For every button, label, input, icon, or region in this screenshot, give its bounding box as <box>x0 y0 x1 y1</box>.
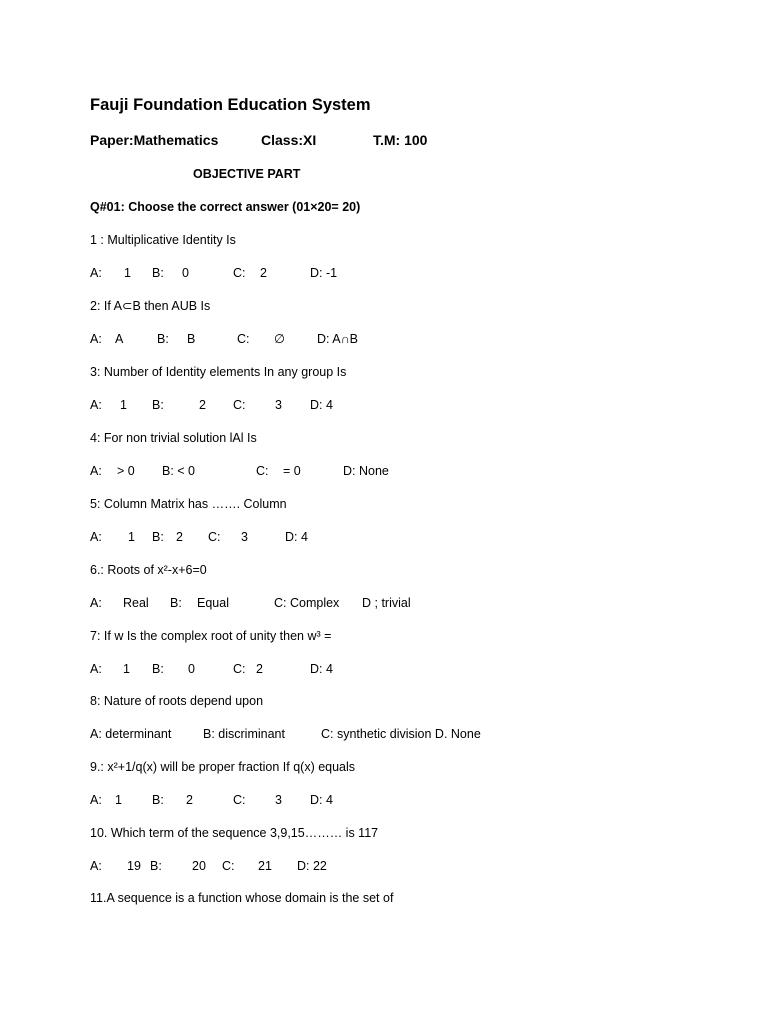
option-d: D ; trivial <box>362 596 411 610</box>
option-c-value: 2 <box>260 266 267 280</box>
option-b-value: B <box>187 332 196 346</box>
option-a-value: 19 <box>127 859 141 873</box>
question-text: 3: Number of Identity elements In any group Is <box>90 365 347 379</box>
option-b-value: 2 <box>176 530 183 544</box>
option-c-value: 3 <box>241 530 248 544</box>
option-a-label: A: <box>90 859 102 873</box>
options-row <box>90 792 390 808</box>
option-c-label: C: <box>233 398 246 412</box>
option-c: C: Complex <box>274 596 340 610</box>
option-b-value: 2 <box>199 398 206 412</box>
option-a: A: determinant <box>90 727 172 741</box>
option-b-value: Equal <box>197 596 229 610</box>
option-a-label: A: <box>90 266 102 280</box>
option-a-label: A: <box>90 398 102 412</box>
options-row <box>90 595 430 611</box>
option-c-label: C: <box>208 530 221 544</box>
option-c-label: C: <box>237 332 250 346</box>
option-a-label: A: <box>90 332 102 346</box>
question-text: 4: For non trivial solution lAl Is <box>90 431 257 445</box>
option-c-value: 2 <box>256 662 263 676</box>
option-b-label: B: <box>152 662 164 676</box>
question-text: 10. Which term of the sequence 3,9,15……… is 117 <box>90 826 379 840</box>
option-c-value: 3 <box>275 398 282 412</box>
question-text: 9.: x²+1/q(x) will be proper fraction If q(x) equals <box>90 760 356 774</box>
option-c-label: C: <box>256 464 269 478</box>
option-a-value: Real <box>123 596 149 610</box>
options-row <box>90 726 510 742</box>
option-b-label: B: <box>152 398 164 412</box>
question-text: 2: If A⊂B then AUB Is <box>90 299 211 313</box>
option-d: D: 4 <box>310 793 333 807</box>
option-b-label: B: <box>170 596 182 610</box>
option-c-d: C: synthetic division D. None <box>321 727 481 741</box>
option-b-value: 20 <box>192 859 206 873</box>
option-b-value: 0 <box>182 266 189 280</box>
question-text: 8: Nature of roots depend upon <box>90 694 264 708</box>
section-heading: OBJECTIVE PART <box>193 167 301 181</box>
option-a-value: 1 <box>124 266 131 280</box>
options-row <box>90 529 390 545</box>
option-b-label: B: <box>152 530 164 544</box>
option-a-label: A: <box>90 530 102 544</box>
options-row <box>90 265 390 281</box>
options-row <box>90 397 390 413</box>
document-title: Fauji Foundation Education System <box>90 96 371 114</box>
option-b-value: 2 <box>186 793 193 807</box>
option-a-label: A: <box>90 662 102 676</box>
options-row <box>90 463 410 479</box>
options-row <box>90 858 390 874</box>
option-c-label: C: <box>233 793 246 807</box>
option-c-value: 3 <box>275 793 282 807</box>
question-text: 5: Column Matrix has ……. Column <box>90 497 287 511</box>
option-d: D: 4 <box>310 662 333 676</box>
option-d: D: 4 <box>285 530 308 544</box>
option-b: B: < 0 <box>162 464 196 478</box>
option-a-value: 1 <box>115 793 122 807</box>
options-row <box>90 661 390 677</box>
option-c-label: C: <box>233 266 246 280</box>
option-d: D: None <box>343 464 389 478</box>
option-d: D: -1 <box>310 266 338 280</box>
option-b-label: B: <box>157 332 169 346</box>
option-a-label: A: <box>90 793 102 807</box>
option-b-label: B: <box>152 266 164 280</box>
question-text: 6.: Roots of x²-x+6=0 <box>90 563 207 577</box>
option-b-value: 0 <box>188 662 195 676</box>
question-text: 11.A sequence is a function whose domain is the set of <box>90 891 394 905</box>
option-c-value: 21 <box>258 859 272 873</box>
question-text: 1 : Multiplicative Identity Is <box>90 233 236 247</box>
option-c-value: ∅ <box>274 332 285 346</box>
paper-subject: Paper:Mathematics <box>90 132 219 148</box>
option-a-value: A <box>115 332 124 346</box>
option-a-value: > 0 <box>117 464 135 478</box>
option-a-label: A: <box>90 596 102 610</box>
option-a-value: 1 <box>128 530 135 544</box>
option-a-label: A: <box>90 464 102 478</box>
option-d: D: A∩B <box>317 332 358 346</box>
option-b-label: B: <box>152 793 164 807</box>
question-instruction: Q#01: Choose the correct answer (01×20= 20) <box>90 200 361 214</box>
option-b: B: discriminant <box>203 727 285 741</box>
option-b-label: B: <box>150 859 162 873</box>
option-c-label: C: <box>222 859 235 873</box>
class-label: Class:XI <box>261 132 317 148</box>
question-text: 7: If w Is the complex root of unity then w³ = <box>90 629 332 643</box>
option-d: D: 4 <box>310 398 333 412</box>
option-d: D: 22 <box>297 859 327 873</box>
options-row <box>90 331 390 347</box>
option-c-label: C: <box>233 662 246 676</box>
option-a-value: 1 <box>120 398 127 412</box>
total-marks: T.M: 100 <box>373 132 428 148</box>
option-c-value: = 0 <box>283 464 301 478</box>
option-a-value: 1 <box>123 662 130 676</box>
